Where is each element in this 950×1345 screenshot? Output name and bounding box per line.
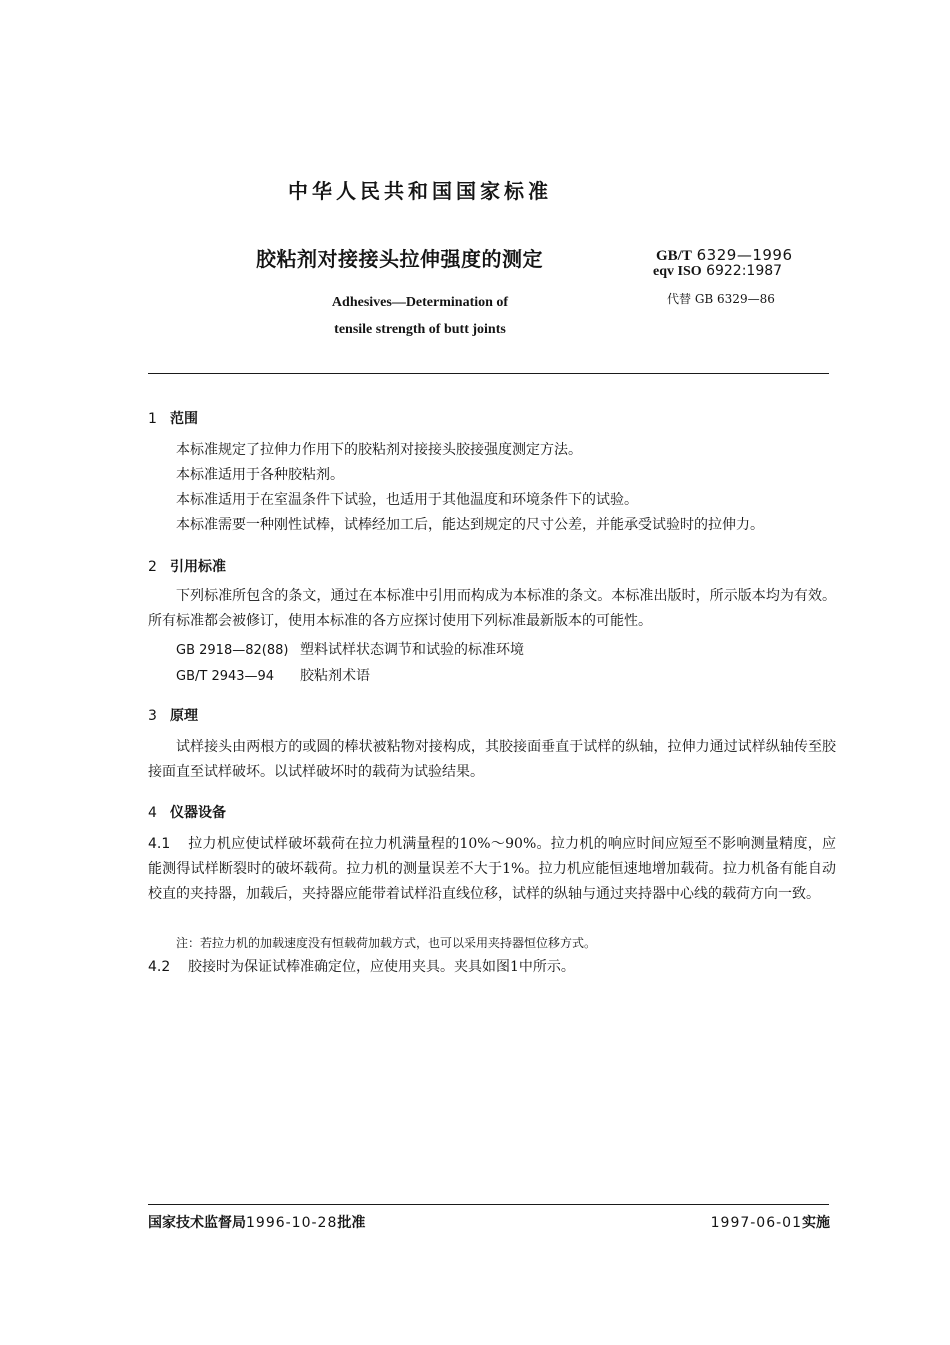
section-1-body (176, 438, 836, 538)
section-number: 3 (148, 708, 157, 724)
approval-date: 1996-10-28 (246, 1215, 338, 1231)
clause-number: 4.1 (148, 836, 171, 852)
section-2-heading (148, 556, 226, 576)
clause-text: 拉力机应使试样破坏载荷在拉力机满量程的10%～90%。拉力机的响应时间应短至不影响测量精度，应能测得试样断裂时的破坏载荷。拉力机的测量误差不大于1%。拉力机应能恒速地增加载荷。拉力机备有能自动校直的夹持器，加载后，夹持器应能带着试样沿直线位移，试样的纵轴与通过夹持器中心线的载荷方向一致。 (148, 836, 836, 902)
clause-4-2 (148, 955, 836, 980)
scope-line-3: 本标准适用于在室温条件下试验，也适用于其他温度和环境条件下的试验。 (176, 492, 638, 508)
reference-code: GB 2918—82(88) (176, 643, 289, 658)
scope-line-4: 本标准需要一种刚性试棒，试棒经加工后，能达到规定的尺寸公差，并能承受试验时的拉伸力。 (176, 517, 764, 533)
section-2-paragraph: 下列标准所包含的条文，通过在本标准中引用而构成为本标准的条文。本标准出版时，所示版本均为有效。所有标准都会被修订，使用本标准的各方应探讨使用下列标准最新版本的可能性。 (148, 588, 836, 629)
equivalent-number: 6922:1987 (706, 263, 783, 279)
equivalent-standard (653, 263, 782, 280)
english-title-line-2: tensile strength of butt joints (334, 322, 506, 337)
scope-line-2: 本标准适用于各种胶粘剂。 (176, 467, 344, 483)
section-number: 2 (148, 559, 157, 575)
clause-4-1 (148, 832, 836, 907)
scope-line-1: 本标准规定了拉伸力作用下的胶粘剂对接接头胶接强度测定方法。 (176, 442, 582, 458)
section-title: 引用标准 (170, 559, 226, 575)
approval-label: 批准 (337, 1215, 366, 1231)
clause-text: 胶接时为保证试棒准确定位，应使用夹具。夹具如图1中所示。 (188, 959, 575, 975)
national-standard-heading: 中华人民共和国国家标准 (288, 179, 552, 203)
section-number: 1 (148, 411, 157, 427)
document-title: 胶粘剂对接接头拉伸强度的测定 (256, 247, 543, 271)
effective-line (711, 1212, 830, 1232)
section-number: 4 (148, 805, 157, 821)
standard-prefix: GB/T (656, 248, 692, 264)
reference-code: GB/T 2943—94 (176, 669, 275, 684)
clause-number: 4.2 (148, 959, 171, 975)
reference-title: 塑料试样状态调节和试验的标准环境 (300, 642, 524, 658)
reference-item (176, 665, 370, 685)
effective-date: 1997-06-01 (710, 1215, 802, 1231)
standard-number: 6329—1996 (696, 246, 793, 264)
approver: 国家技术监督局 (148, 1215, 246, 1231)
approval-line (148, 1212, 365, 1232)
reference-title: 胶粘剂术语 (300, 668, 370, 684)
note: 注：若拉力机的加载速度没有恒载荷加载方式，也可以采用夹持器恒位移方式。 (176, 936, 597, 950)
section-3-paragraph: 试样接头由两根方的或圆的棒状被粘物对接构成，其胶接面垂直于试样的纵轴，拉伸力通过试样纵轴传至胶接面直至试样破坏。以试样破坏时的载荷为试验结果。 (148, 739, 836, 780)
reference-item (176, 639, 524, 659)
section-title: 仪器设备 (170, 805, 226, 821)
english-title-line-1: Adhesives—Determination of (331, 295, 509, 310)
footer-divider (148, 1204, 829, 1205)
section-1-heading (148, 408, 198, 428)
equivalent-prefix: eqv ISO (653, 264, 702, 279)
english-title (310, 289, 530, 343)
section-4-heading (148, 802, 226, 822)
effective-label: 实施 (802, 1215, 830, 1231)
header-divider (148, 373, 829, 374)
section-title: 范围 (170, 411, 198, 427)
section-3-heading (148, 705, 198, 725)
replaces-standard: 代替 GB 6329—86 (667, 292, 775, 306)
section-title: 原理 (170, 708, 198, 724)
